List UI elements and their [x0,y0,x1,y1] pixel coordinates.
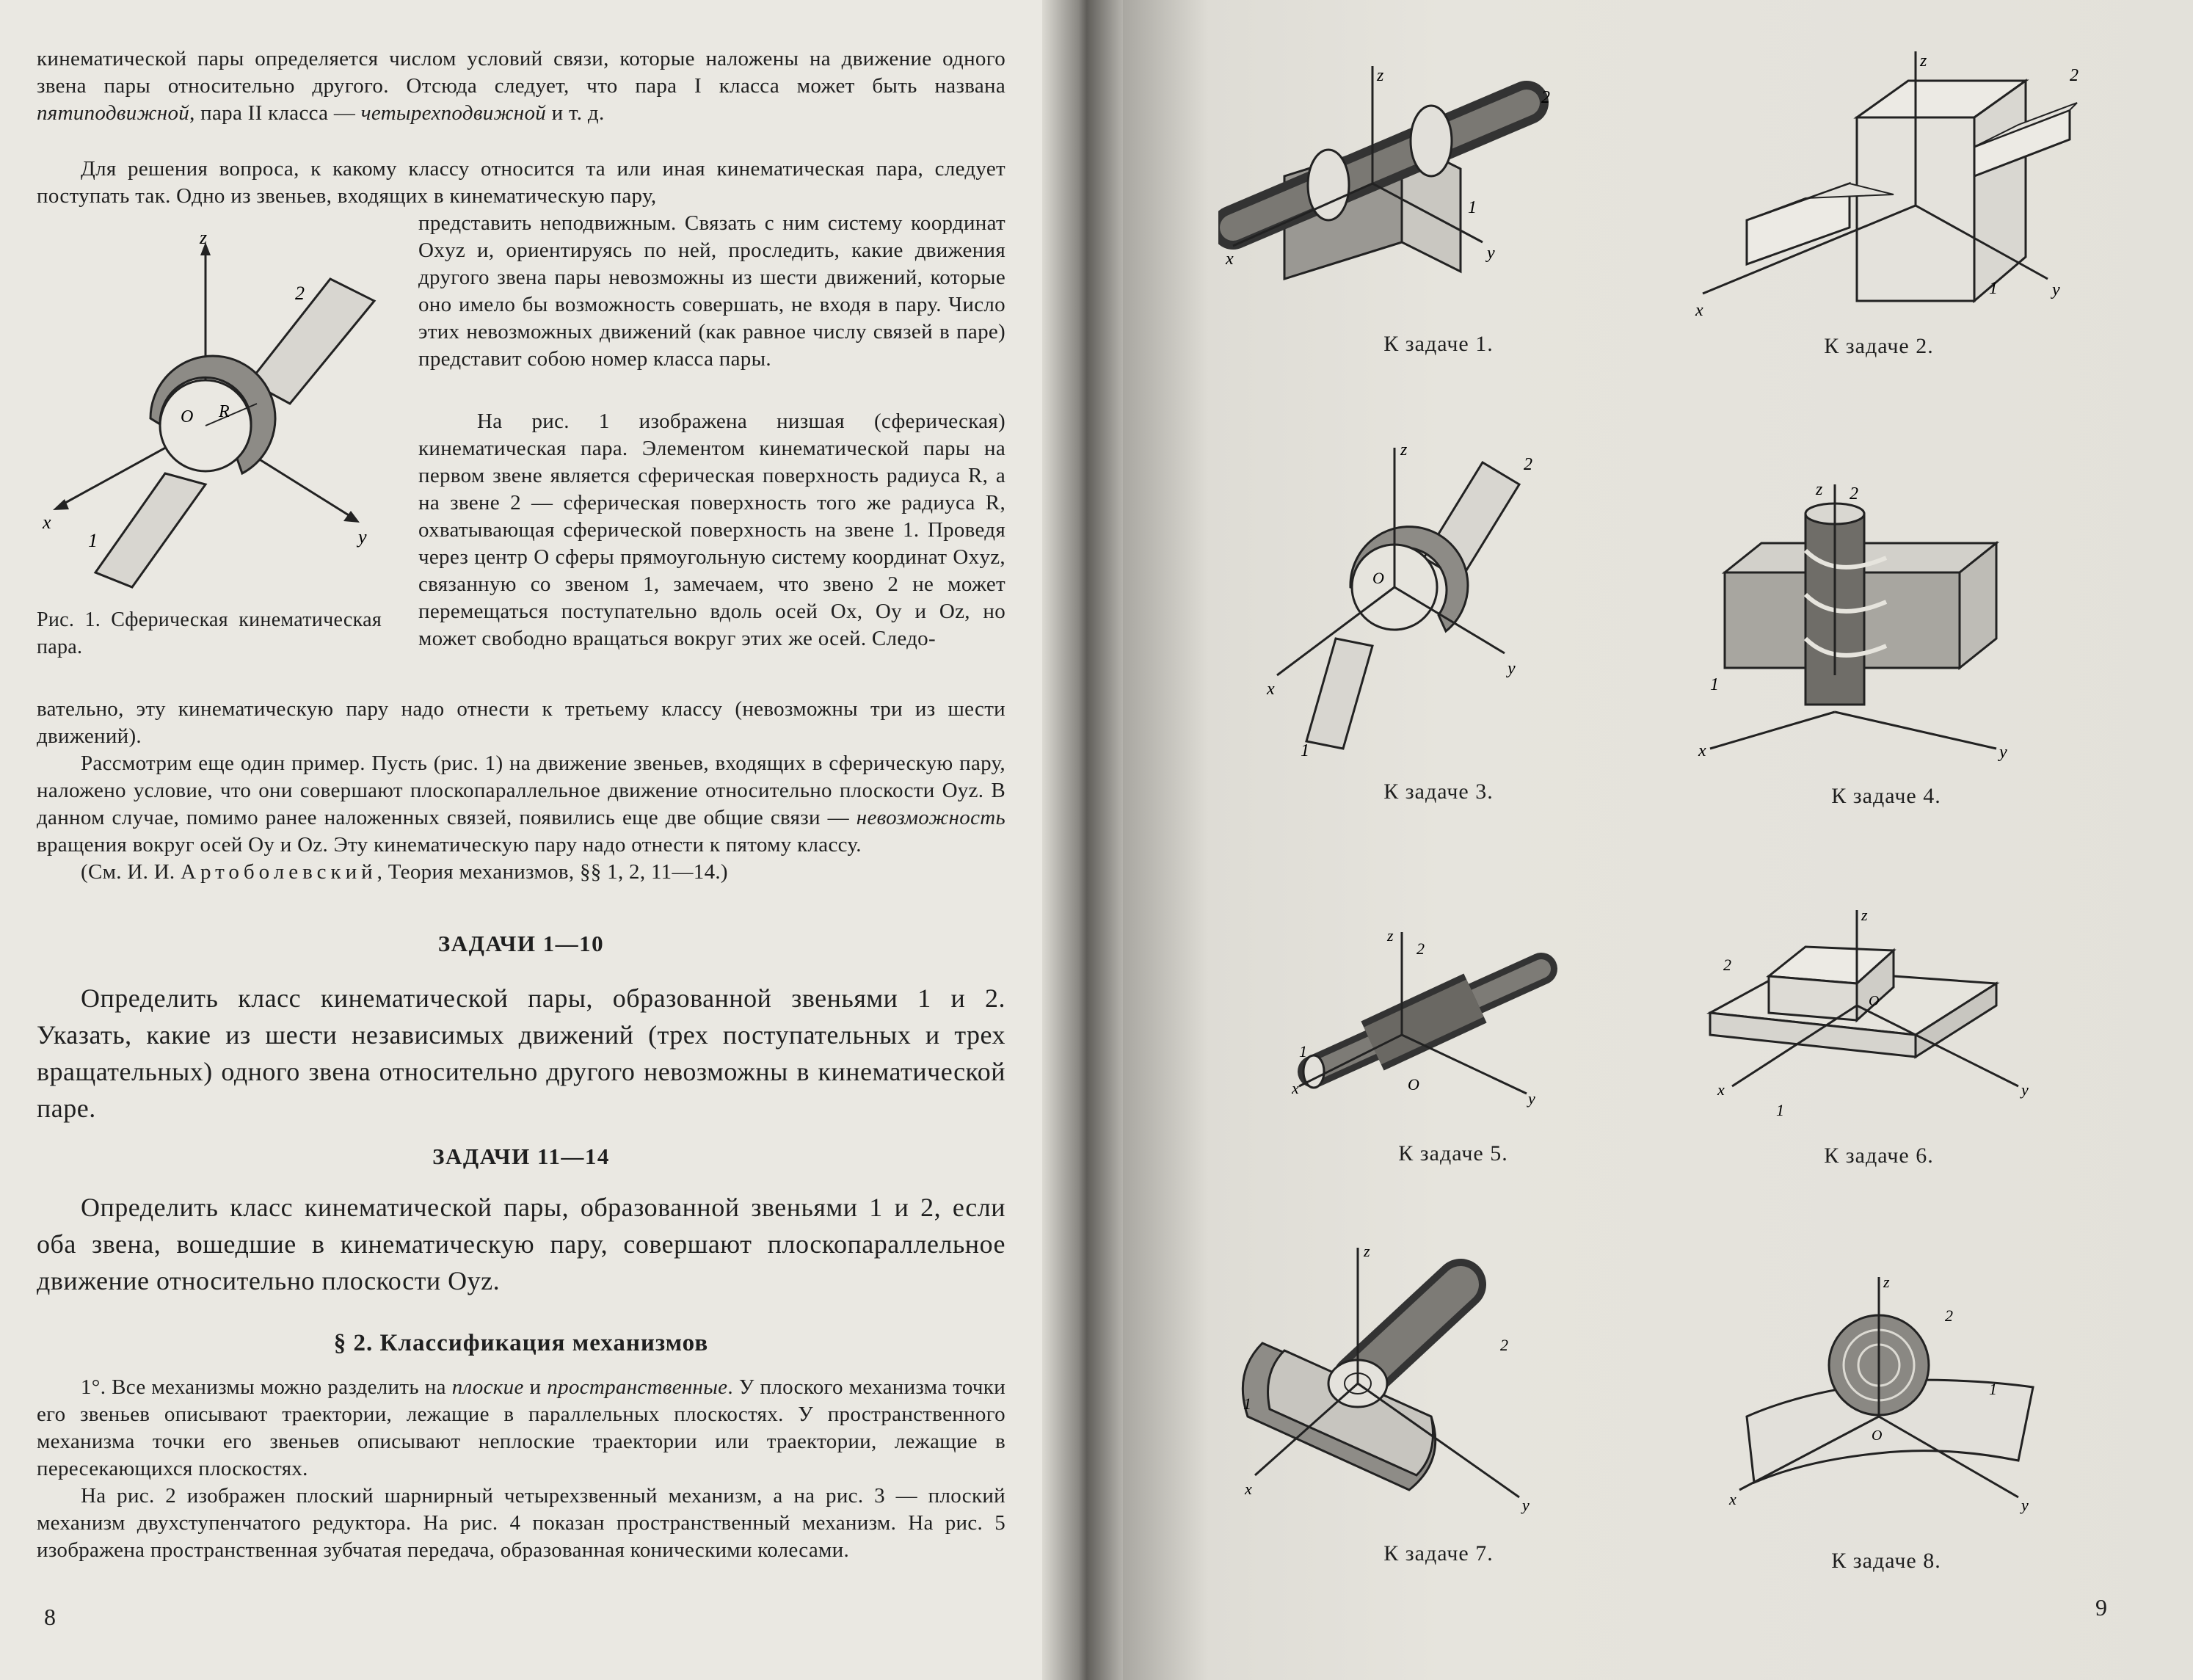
p7-label-1: 1 [1243,1394,1251,1413]
right-page [1123,0,2193,1680]
p8-label-2: 2 [1945,1306,1953,1325]
p4-label-1: 1 [1710,675,1719,694]
p4-y: y [1999,743,2007,762]
p3-z: z [1400,440,1408,459]
paragraph-figures-overview: На рис. 2 изображен плоский шарнирный четырехзвенный механизм, а на рис. 3 — плоский механизм двухступенчатого редуктора. На рис. 4 показан пространственный механизм. На рис. 5 изображена пространственная зубчатая передача, образованная коническими колесами. [37,1484,1005,1562]
p8-label-1: 1 [1989,1380,1997,1398]
p2-x: x [1695,301,1703,320]
figure-problem-5 [1292,925,1571,1116]
reference-line: (См. И. И. Артоболевский, Теория механизмов, §§ 1, 2, 11—14.) [81,860,728,884]
book-gutter [1042,0,1123,1680]
p5-o: O [1408,1075,1419,1094]
paragraph-example: Рассмотрим еще один пример. Пусть (рис. 1) на движение звеньев, входящих в сферическую пару, наложено условие, что они совершают плоскопараллельное движение относительно плоскости Oyz. В данном случае, помимо ранее наложенных связей, появились еще две общие связи — невозможность вращения вокруг осей Oy и Oz. Эту кинематическую пару надо отнести к пятому классу. [37,752,1005,857]
figure-problem-8 [1725,1270,2062,1519]
figure-problem-4 [1695,470,2092,778]
caption-problem-4: К задаче 4. [1831,784,1941,808]
caption-problem-2: К задаче 2. [1824,334,1934,358]
p5-y: y [1528,1089,1535,1108]
radius-label-r: R [219,402,230,421]
p3-x: x [1267,680,1275,699]
figure-problem-1 [1218,59,1600,323]
link-label-2: 2 [295,283,305,304]
figure-problem-7 [1240,1233,1549,1527]
paragraph-method-side: представить неподвижным. Связать с ним систему координат Oxyz и, ориентируясь по ней, проследить, какие движения другого звена пары невозможны из шести движений, которые оно имело бы возможность совершать, не входя в пару. Число этих невозможных движений (как равное числу связей в паре) представит собою номер класса пары. [418,211,1005,371]
p4-z: z [1816,480,1823,499]
p5-label-1: 1 [1299,1042,1307,1061]
p7-label-2: 2 [1500,1336,1508,1354]
caption-problem-5: К задаче 5. [1398,1141,1508,1166]
p7-x: x [1245,1480,1252,1498]
caption-problem-6: К задаче 6. [1824,1143,1934,1168]
task-text-11-14: Определить класс кинематической пары, образованной звеньями 1 и 2, если оба звена, вошедшие в кинематическую пару, совершают плоскопараллельное движение относительно плоскости Oyz. [37,1193,1005,1295]
p7-z: z [1364,1242,1370,1260]
heading-tasks-11-14: ЗАДАЧИ 11—14 [432,1143,610,1169]
p8-y: y [2021,1496,2029,1514]
paragraph-conclusion: вательно, эту кинематическую пару надо отнести к третьему классу (невозможны три из шести движений). [37,697,1005,748]
p8-z: z [1883,1273,1890,1291]
p4-label-2: 2 [1850,484,1858,503]
figure-problem-2 [1681,37,2092,330]
p2-y: y [2052,280,2060,299]
page-number-left: 8 [44,1604,56,1630]
link-label-1: 1 [88,530,98,551]
p2-label-1: 1 [1989,279,1998,298]
p3-label-2: 2 [1524,455,1532,474]
figure-problem-6 [1703,903,2070,1123]
heading-tasks-1-10: ЗАДАЧИ 1—10 [437,931,605,956]
p7-y: y [1522,1496,1530,1514]
paragraph-intro: кинематической пары определяется числом условий связи, которые наложены на движение одного звена пары относительно другого. Отсюда следует, что пара I класса может быть названа пятиподвижной, пара II класса — четырехподвижной и т. д. [37,47,1005,125]
paragraph-method: Для решения вопроса, к какому классу относится та или иная кинематическая пара, следует поступать так. Одно из звеньев, входящих в кинематическую пару, [37,157,1005,208]
p1-z: z [1377,66,1384,85]
p6-o: O [1869,993,1880,1009]
caption-problem-8: К задаче 8. [1831,1549,1941,1573]
p6-label-2: 2 [1723,956,1731,974]
p4-x: x [1698,741,1706,760]
figure-problem-3 [1262,433,1556,756]
p6-y: y [2021,1080,2029,1099]
axis-label-z: z [200,227,208,248]
p6-x: x [1717,1080,1725,1099]
axis-label-x: x [43,512,51,533]
left-page [0,0,1042,1680]
p6-label-1: 1 [1776,1101,1784,1119]
page-number-right: 9 [2095,1594,2107,1621]
p5-x: x [1292,1079,1299,1097]
caption-problem-1: К задаче 1. [1383,332,1494,356]
heading-section-2: § 2. Классификация механизмов [333,1330,709,1356]
p1-label-1: 1 [1468,198,1477,217]
paragraph-classification: 1°. Все механизмы можно разделить на плоские и пространственные. У плоского механизма точки его звеньев описывают траектории, лежащие в параллельных плоскостях. У пространственного механизма точки его звеньев описывают неплоские траектории или траектории, лежащие в пересекающихся плоскостях. [37,1375,1006,1480]
p3-o: O [1372,569,1384,587]
figure-1-caption: Рис. 1. Сферическая кинематическая пара. [37,608,382,658]
p1-y: y [1487,244,1495,263]
center-label-o: O [181,407,194,426]
p1-label-2: 2 [1541,88,1550,107]
caption-problem-7: К задаче 7. [1383,1541,1494,1566]
p8-o: O [1872,1428,1883,1444]
p3-y: y [1508,659,1516,678]
p1-x: x [1226,250,1234,269]
caption-problem-3: К задаче 3. [1383,779,1494,804]
p5-z: z [1387,926,1394,945]
p2-label-2: 2 [2070,66,2079,85]
p6-z: z [1861,906,1868,924]
p5-label-2: 2 [1416,939,1425,958]
task-text-1-10: Определить класс кинематической пары, образованной звеньями 1 и 2. Указать, какие из шести независимых движений (трех поступательных и трех вращательных) одного звена относительно другого невозможны в кинематической паре. [37,983,1005,1123]
axis-label-y: y [358,526,367,548]
p3-label-1: 1 [1301,741,1309,756]
p8-x: x [1729,1490,1736,1508]
paragraph-fig1-description: На рис. 1 изображена низшая (сферическая) кинематическая пара. Элементом кинематической пары на первом звене является сферическая поверхность радиуса R, а на звене 2 — сферическая поверхность того же радиуса R, охватывающая сферической поверхность на звене 1. Проведя через центр O сферы прямоугольную систему координат Oxyz, связанную со звеном 1, замечаем, что звено 2 не может перемещаться поступательно вдоль осей Ox, Oy и Oz, но может свободно вращаться вокруг этих же осей. Следо- [418,410,1005,650]
figure-1-spherical-pair [37,220,404,602]
p2-z: z [1920,51,1927,70]
